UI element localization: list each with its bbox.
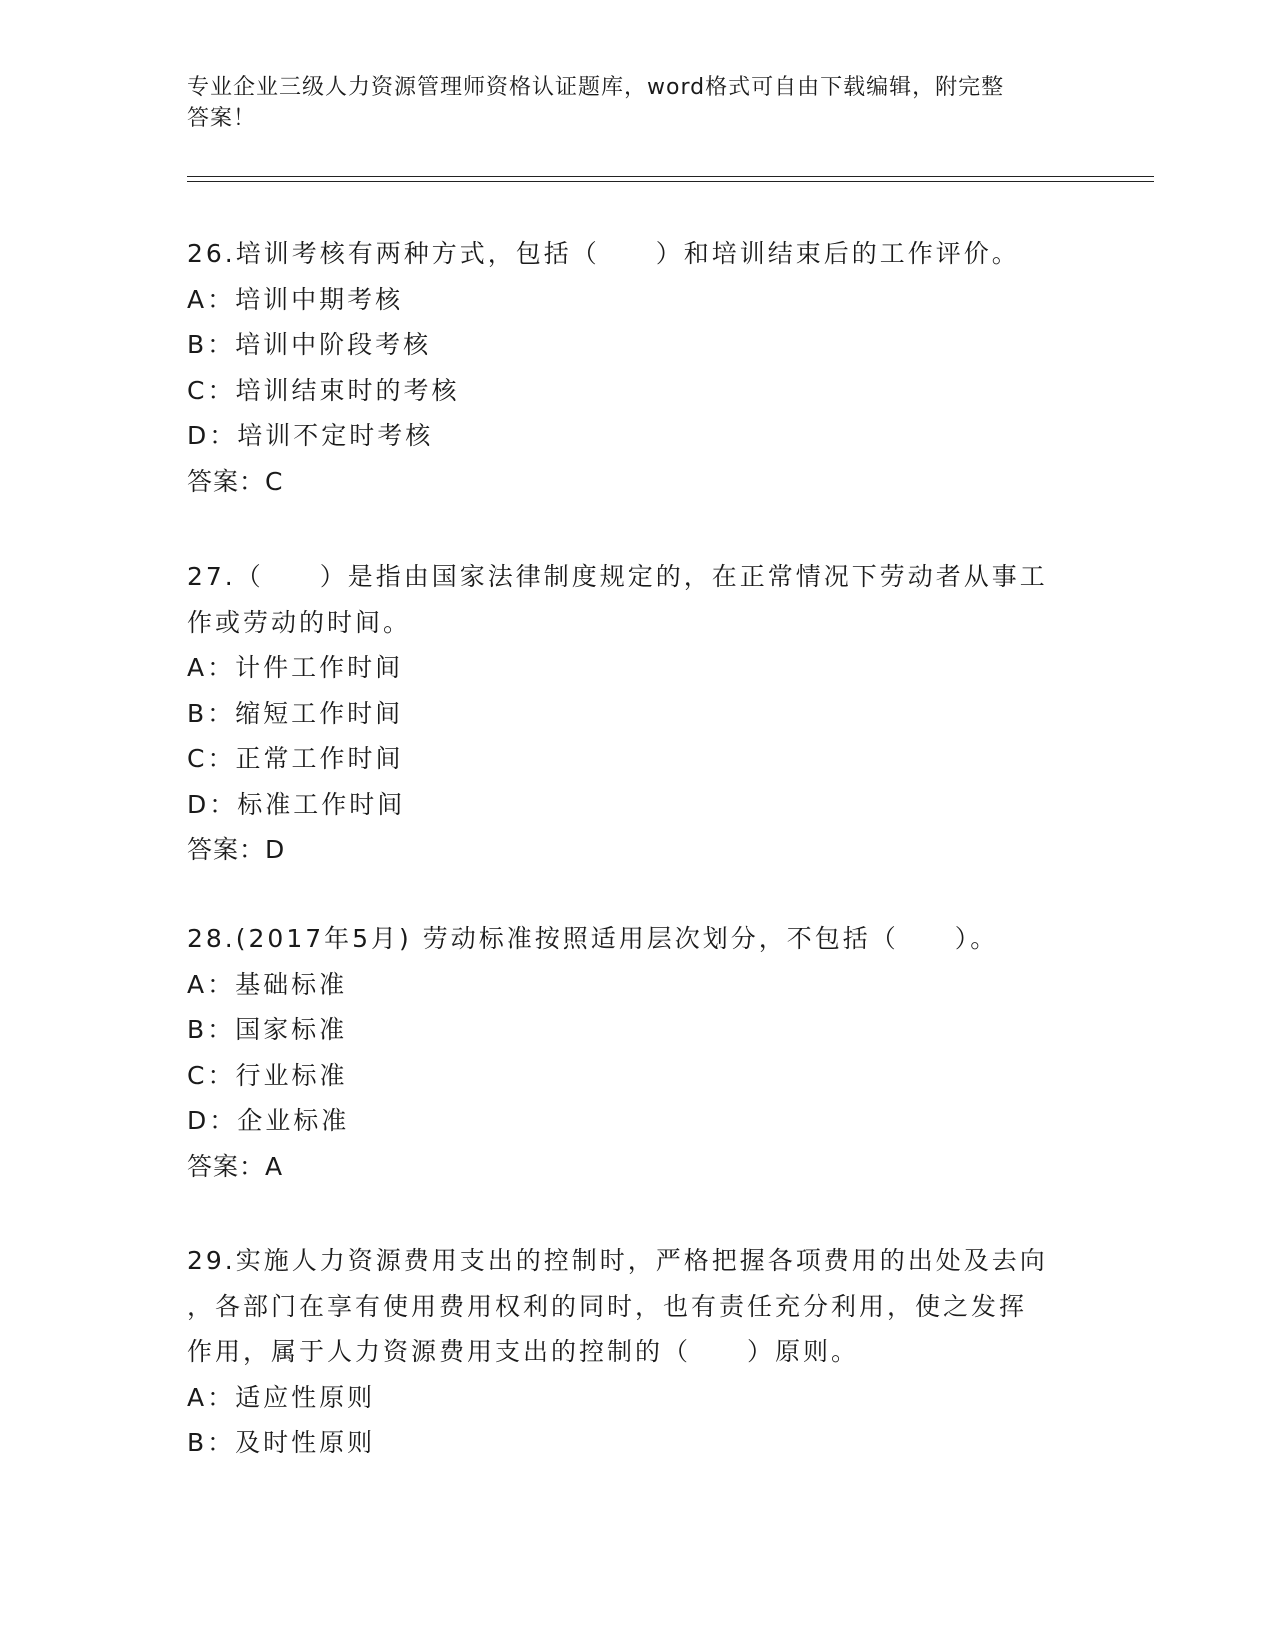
option-b: B：国家标准: [187, 1015, 348, 1044]
question-27: [187, 554, 1087, 873]
option-c: C：正常工作时间: [187, 744, 404, 773]
question-stem: 27.（ ）是指由国家法律制度规定的，在正常情况下劳动者从事工: [187, 562, 1048, 591]
option-d: D：标准工作时间: [187, 789, 406, 819]
question-stem: 作用，属于人力资源费用支出的控制的（ ）原则。: [187, 1337, 860, 1366]
answer: 答案：D: [187, 835, 286, 864]
option-c: C：行业标准: [187, 1060, 348, 1090]
header-line-2: 答案！: [187, 106, 257, 131]
header-line-1: 专业企业三级人力资源管理师资格认证题库，word格式可自由下载编辑，附完整: [187, 75, 1005, 100]
header-divider-top: [187, 176, 1154, 177]
option-b: B：缩短工作时间: [187, 698, 404, 728]
option-a: A：培训中期考核: [187, 284, 404, 314]
question-stem: ，各部门在享有使用费用权利的同时，也有责任充分利用，使之发挥: [187, 1291, 1028, 1321]
question-26: [187, 231, 1087, 504]
option-a: A：计件工作时间: [187, 653, 404, 682]
answer: 答案：A: [187, 1151, 284, 1181]
answer: 答案：C: [187, 466, 284, 496]
option-b: B：及时性原则: [187, 1428, 376, 1457]
option-d: D：企业标准: [187, 1106, 350, 1135]
option-a: A：适应性原则: [187, 1382, 376, 1412]
question-stem: 29.实施人力资源费用支出的控制时，严格把握各项费用的出处及去向: [187, 1246, 1048, 1275]
option-c: C：培训结束时的考核: [187, 375, 460, 405]
document-header: [187, 72, 1067, 134]
option-a: A：基础标准: [187, 969, 348, 999]
question-29: [187, 1238, 1087, 1466]
option-b: B：培训中阶段考核: [187, 330, 432, 359]
question-28: [187, 916, 1087, 1189]
option-d: D：培训不定时考核: [187, 421, 434, 450]
question-stem: 26.培训考核有两种方式，包括（ ）和培训结束后的工作评价。: [187, 239, 1020, 268]
header-divider-bottom: [187, 181, 1154, 182]
question-stem: 作或劳动的时间。: [187, 607, 412, 637]
question-stem: 28.(2017年5月) 劳动标准按照适用层次划分，不包括（ ）。: [187, 924, 999, 953]
